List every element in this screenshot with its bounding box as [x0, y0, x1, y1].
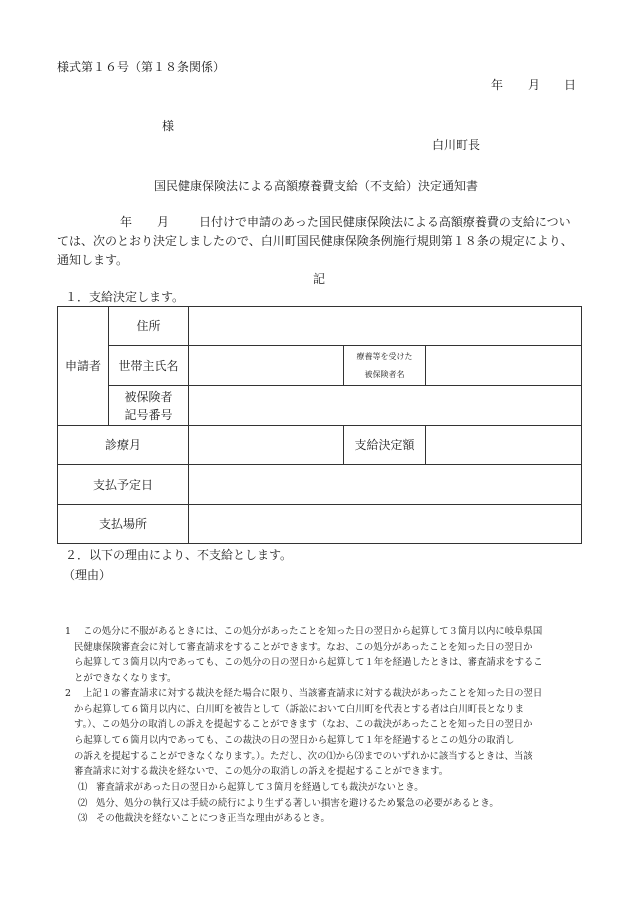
note-1-line-4: とができなくなります。 — [74, 673, 177, 684]
note-1-line-3: ら起算して３箇月以内であっても、この処分の日の翌日から起算して１年を経過したときは、審査請求をするこ — [74, 657, 543, 668]
decision-amount-label: 支給決定額 — [344, 426, 426, 465]
treatment-month-label: 診療月 — [58, 426, 189, 465]
payment-place-label: 支払場所 — [58, 505, 189, 544]
subnote-3-text: その他裁決を経ないことにつき正当な理由があるとき。 — [96, 813, 330, 824]
note-2-line-4: ら起算して６箇月以内であっても、この裁決の日の翌日から起算して１年を経過するとこの処分の取消し — [74, 735, 515, 746]
note-2-line-3: す。）、この処分の取消しの訴えを提起することができます（なお、この裁決があったことを知った日の翌日か — [74, 719, 533, 730]
body-line-1: 日付けで申請のあった国民健康保険法による高額療養費の支給につい — [199, 215, 571, 229]
reason-label: （理由） — [63, 568, 112, 582]
body-line-3: 通知します。 — [57, 253, 129, 267]
ki-heading: 記 — [313, 272, 326, 286]
address-label: 住所 — [109, 307, 189, 346]
issuer: 白川町長 — [432, 138, 481, 152]
patient-name-label — [344, 346, 426, 386]
note-1-line-1: この処分に不服があるときには、この処分があったことを知った日の翌日から起算して３箇月以内に岐阜県国 — [83, 626, 543, 637]
patient-name-label-line-2: 被保険者名 — [364, 369, 405, 379]
subnote-2-number: ⑵ — [78, 798, 88, 809]
address-value — [189, 307, 582, 346]
subnote-1-text: 審査請求があった日の翌日から起算して３箇月を経過しても裁決がないとき。 — [96, 782, 424, 793]
date-year: 年 — [491, 78, 504, 92]
body-line-2: ては、次のとおり決定しましたので、白川町国民健康保険条例施行規則第１８条の規定により、 — [57, 234, 573, 248]
decision-amount-value — [426, 426, 582, 465]
insured-number-label-line-1: 被保険者 — [124, 389, 173, 404]
note-2-line-6: 審査請求に対する裁決を経ないで、この処分の取消しの訴えを提起することができます。 — [74, 766, 449, 777]
insured-number-label-line-2: 記号番号 — [124, 407, 173, 422]
section-2-heading: ２．以下の理由により、不支給とします。 — [65, 548, 293, 562]
date-day: 日 — [564, 78, 577, 92]
form-number: 様式第１６号（第１８条関係） — [57, 60, 226, 74]
note-1-line-2: 民健康保険審査会に対して審査請求をすることができます。なお、この処分があったことを知った日の翌日か — [74, 642, 533, 653]
patient-name-label-line-1: 療養等を受けた — [356, 351, 413, 361]
payment-date-value — [189, 465, 582, 505]
body-year: 年 — [120, 215, 133, 229]
body-month: 月 — [157, 215, 170, 229]
note-2-line-5: の訴えを提起することができなくなります。）。ただし、次の⑴から⑶までのいずれかに該当するときは、当該 — [74, 751, 533, 762]
subnote-2-text: 処分、処分の執行又は手続の続行により生ずる著しい損害を避けるため緊急の必要があるとき。 — [96, 798, 499, 809]
applicant-label: 申請者 — [58, 307, 109, 426]
note-2-number: 2 — [65, 688, 71, 699]
note-2-line-1: 上記１の審査請求に対する裁決を経た場合に限り、当該審査請求に対する裁決があったことを知った日の翌日 — [83, 688, 543, 699]
subnote-3-number: ⑶ — [78, 813, 88, 824]
payment-place-value — [189, 505, 582, 544]
addressee-suffix: 様 — [162, 119, 175, 133]
document-title: 国民健康保険法による高額療養費支給（不支給）決定通知書 — [154, 179, 479, 193]
decision-table — [57, 306, 582, 544]
payment-date-label: 支払予定日 — [58, 465, 189, 505]
householder-value — [189, 346, 344, 386]
householder-label: 世帯主氏名 — [109, 346, 189, 386]
insured-number-value — [189, 386, 582, 426]
section-1-heading: １．支給決定します。 — [65, 290, 185, 304]
patient-name-value — [426, 346, 582, 386]
note-1-number: 1 — [65, 626, 71, 637]
date-month: 月 — [528, 78, 541, 92]
subnote-1-number: ⑴ — [78, 782, 88, 793]
insured-number-label — [109, 386, 189, 426]
note-2-line-2: から起算して６箇月以内に、白川町を被告として（訴訟において白川町を代表とする者は白川町長となりま — [74, 704, 525, 715]
treatment-month-value — [189, 426, 344, 465]
